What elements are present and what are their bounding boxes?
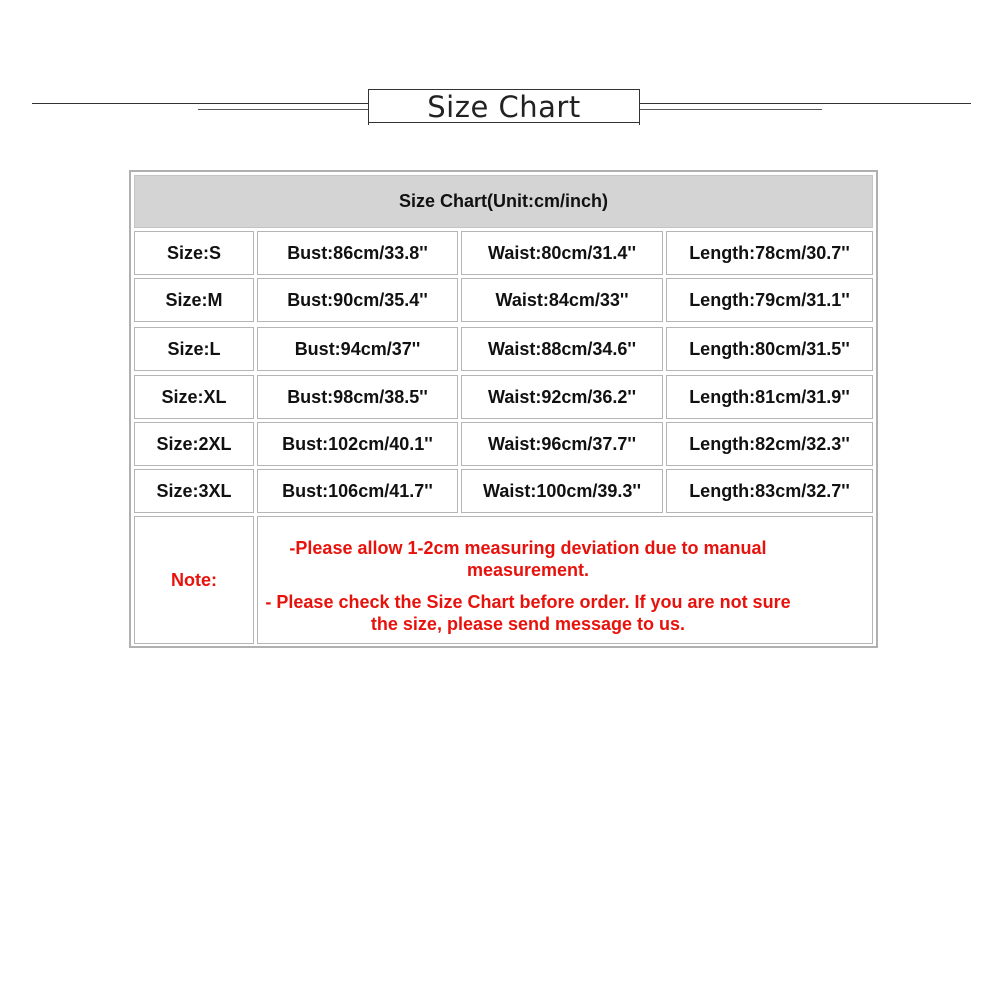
waist-cell: Waist:88cm/34.6'' bbox=[461, 327, 663, 371]
size-chart-banner bbox=[0, 0, 1000, 140]
waist-cell: Waist:96cm/37.7'' bbox=[461, 422, 663, 466]
banner-rule-right bbox=[640, 103, 971, 104]
note-body bbox=[257, 516, 873, 644]
length-cell: Length:82cm/32.3'' bbox=[666, 422, 873, 466]
bust-cell: Bust:86cm/33.8'' bbox=[257, 231, 458, 275]
note-row bbox=[134, 516, 873, 644]
table-row-2xl bbox=[134, 422, 873, 466]
note-label: Note: bbox=[134, 516, 254, 644]
size-cell: Size:L bbox=[134, 327, 254, 371]
size-cell: Size:2XL bbox=[134, 422, 254, 466]
length-cell: Length:79cm/31.1'' bbox=[666, 278, 873, 322]
waist-cell: Waist:92cm/36.2'' bbox=[461, 375, 663, 419]
table-row-s bbox=[134, 231, 873, 275]
banner-rule-right-short bbox=[640, 109, 822, 110]
table-row-3xl bbox=[134, 469, 873, 513]
size-chart-table bbox=[129, 170, 878, 648]
table-row-xl bbox=[134, 375, 873, 419]
bust-cell: Bust:90cm/35.4'' bbox=[257, 278, 458, 322]
length-cell: Length:81cm/31.9'' bbox=[666, 375, 873, 419]
bust-cell: Bust:102cm/40.1'' bbox=[257, 422, 458, 466]
waist-cell: Waist:100cm/39.3'' bbox=[461, 469, 663, 513]
size-cell: Size:M bbox=[134, 278, 254, 322]
banner-rule-left bbox=[32, 103, 368, 104]
banner-rule-left-short bbox=[198, 109, 368, 110]
bust-cell: Bust:106cm/41.7'' bbox=[257, 469, 458, 513]
table-header: Size Chart(Unit:cm/inch) bbox=[134, 175, 873, 228]
banner-title: Size Chart bbox=[368, 89, 640, 123]
waist-cell: Waist:84cm/33'' bbox=[461, 278, 663, 322]
bust-cell: Bust:98cm/38.5'' bbox=[257, 375, 458, 419]
bust-cell: Bust:94cm/37'' bbox=[257, 327, 458, 371]
length-cell: Length:80cm/31.5'' bbox=[666, 327, 873, 371]
table-row-l bbox=[134, 327, 873, 371]
size-cell: Size:S bbox=[134, 231, 254, 275]
note-line-check-chart: - Please check the Size Chart before order. If you are not sure the size, please send message to us. bbox=[265, 592, 791, 634]
note-line-deviation: -Please allow 1-2cm measuring deviation due to manual measurement. bbox=[289, 538, 767, 580]
length-cell: Length:78cm/30.7'' bbox=[666, 231, 873, 275]
length-cell: Length:83cm/32.7'' bbox=[666, 469, 873, 513]
size-cell: Size:3XL bbox=[134, 469, 254, 513]
table-row-m bbox=[134, 278, 873, 322]
size-cell: Size:XL bbox=[134, 375, 254, 419]
waist-cell: Waist:80cm/31.4'' bbox=[461, 231, 663, 275]
